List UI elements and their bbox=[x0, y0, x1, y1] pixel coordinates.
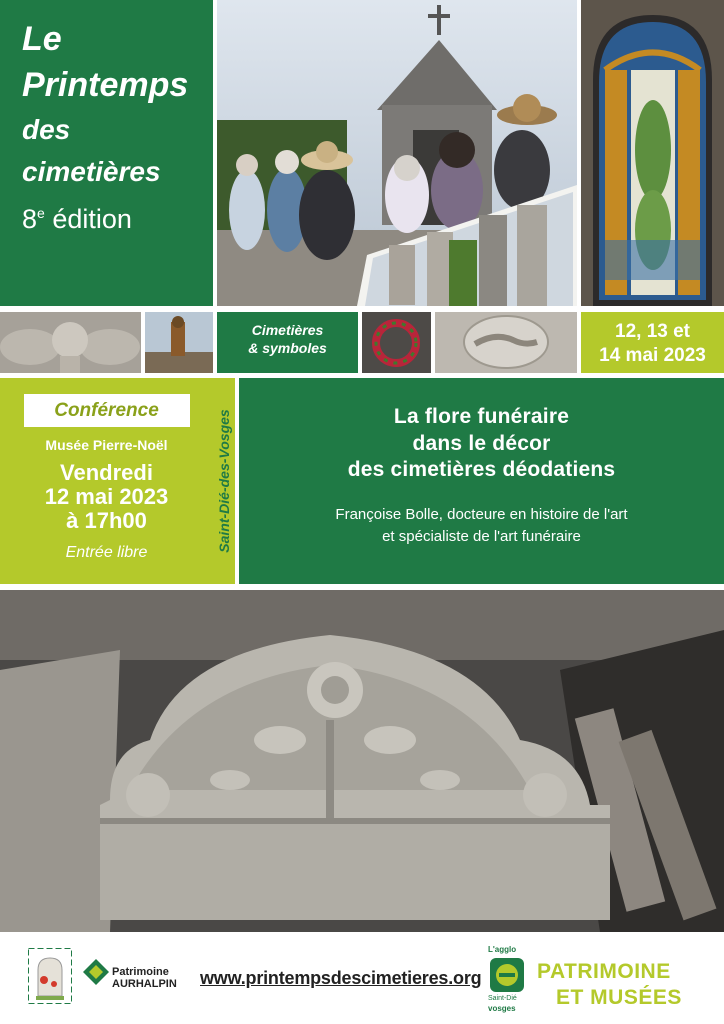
agglo-logo-line-1: L'agglo bbox=[488, 945, 517, 954]
talk-speaker-line-2: et spécialiste de l'art funéraire bbox=[382, 527, 581, 545]
edition-sup: e bbox=[37, 205, 45, 221]
photo-lantern bbox=[145, 312, 213, 373]
agglo-logo-icon bbox=[490, 958, 524, 992]
cemetery-logo-icon bbox=[28, 948, 72, 1004]
title-block bbox=[0, 0, 213, 306]
dates-line-2: 14 mai 2023 bbox=[599, 344, 706, 366]
photo-chapel-visitors bbox=[217, 0, 577, 306]
conference-block bbox=[0, 378, 213, 584]
edition bbox=[22, 206, 213, 233]
photo-wreath bbox=[362, 312, 431, 373]
agglo-logo-line-3: vosges bbox=[488, 1004, 516, 1013]
patrimoine-logo-line-1: Patrimoine bbox=[112, 966, 169, 978]
title-line-3: des bbox=[22, 114, 71, 145]
talk-speaker-line-1: Françoise Bolle, docteure en histoire de l'art bbox=[335, 505, 628, 523]
talk-title-line-2: dans le décor bbox=[412, 431, 551, 455]
theme-line-2: & symboles bbox=[248, 339, 327, 356]
edition-number: 8 bbox=[22, 204, 38, 234]
website-link[interactable]: www.printempsdescimetieres.org bbox=[200, 968, 482, 988]
patrimoine-musees-line-2: ET MUSÉES bbox=[556, 986, 682, 1009]
photo-angel-relief bbox=[0, 312, 141, 373]
patrimoine-musees-line-1: PATRIMOINE bbox=[537, 960, 671, 983]
dates-box bbox=[581, 312, 724, 373]
title-line-4: cimetières bbox=[22, 156, 161, 187]
talk-title-line-1: La flore funéraire bbox=[393, 405, 570, 428]
photo-clasped-hands bbox=[435, 312, 577, 373]
conference-label: Conférence bbox=[24, 394, 190, 427]
photo-stained-glass bbox=[581, 0, 724, 306]
agglo-logo-line-2: Saint-Dié bbox=[488, 995, 517, 1002]
title-line-2: Printemps bbox=[22, 66, 189, 104]
dates-line-1: 12, 13 et bbox=[615, 321, 690, 342]
theme-box bbox=[217, 312, 358, 373]
patrimoine-logo-line-2: AURHALPIN bbox=[112, 978, 177, 990]
conference-entry: Entrée libre bbox=[65, 543, 148, 561]
talk-block bbox=[239, 378, 724, 584]
talk-title-line-3: des cimetières déodatiens bbox=[347, 458, 616, 482]
conference-date: 12 mai 2023 bbox=[44, 484, 169, 510]
photo-carved-stone bbox=[0, 590, 724, 932]
city-label: Saint-Dié-des-Vosges bbox=[216, 409, 232, 553]
title-line-1: Le bbox=[22, 20, 62, 58]
edition-word: édition bbox=[44, 204, 132, 234]
theme-line-1: Cimetières bbox=[251, 322, 324, 338]
conference-time: à 17h00 bbox=[66, 508, 147, 534]
conference-venue: Musée Pierre-Noël bbox=[45, 437, 168, 453]
conference-day: Vendredi bbox=[60, 460, 153, 485]
patrimoine-logo-icon bbox=[82, 958, 110, 986]
